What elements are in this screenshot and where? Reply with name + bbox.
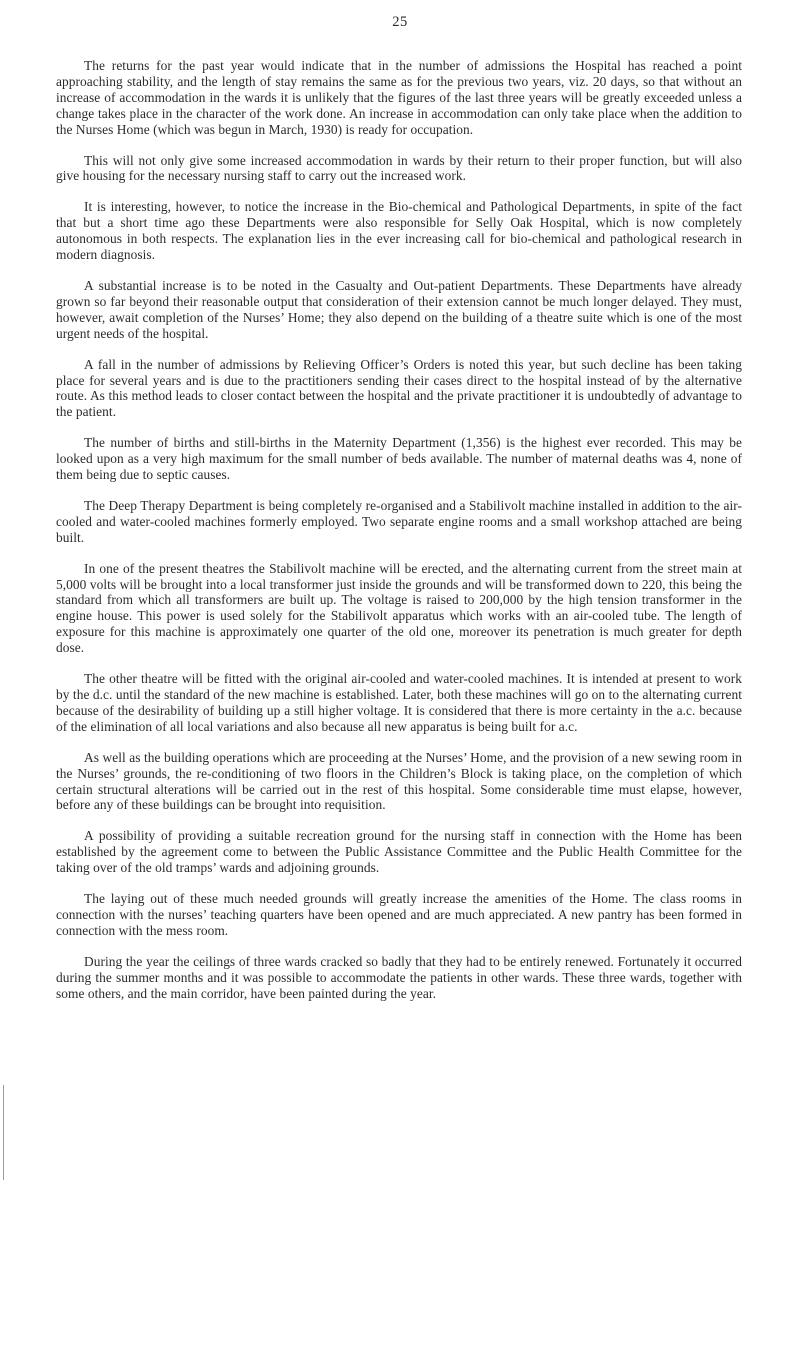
paragraph-building-operations: As well as the building operations which are proceeding at the Nurses’ Home, and the provision of a new sewing room in the Nurses’ grounds, the re-conditioning of two floors in the Children’s Block is taking place, on the completion of which certain structural alterations will be carried out in the rest of this hospital. Some considerable time must elapse, however, before any of these buildings can be brought into requisition. bbox=[56, 749, 742, 813]
paragraph-relieving-officer-orders: A fall in the number of admissions by Relieving Officer’s Orders is noted this year, but such decline has been taking place for several years and is due to the practitioners sending their cases direct to the hospital instead of by the alternative route. As this method leads to closer contact between the hospital and the private practitioner it is undoubtedly of advantage to the patient. bbox=[56, 356, 742, 420]
paragraph-deep-therapy: The Deep Therapy Department is being completely re-organised and a Stabilivolt machine installed in addition to the air-cooled and water-cooled machines formerly employed. Two separate engine rooms and a small workshop attached are being built. bbox=[56, 497, 742, 545]
paragraph-casualty-outpatient: A substantial increase is to be noted in the Casualty and Out-patient Departments. These Departments have already grown so far beyond their reasonable output that consideration of their extension cannot be much longer delayed. They must, however, await completion of the Nurses’ Home; they also depend on the building of a theatre suite which is one of the most urgent needs of the hospital. bbox=[56, 277, 742, 341]
paragraph-stabilivolt-machine: In one of the present theatres the Stabilivolt machine will be erected, and the alternating current from the street main at 5,000 volts will be brought into a local transformer just inside the grounds and will be transformed down to 220, this being the standard from which all transformers are built up. The voltage is raised to 200,000 by the high tension transformer in the engine house. This power is used solely for the Stabilivolt apparatus which works with an air-cooled tube. The length of exposure for this machine is approximately one quarter of the old one, moreover its penetration is much greater for depth dose. bbox=[56, 560, 742, 656]
paragraph-grounds-amenities: The laying out of these much needed grounds will greatly increase the amenities of the Home. The class rooms in connection with the nurses’ teaching quarters have been opened and are much appreciated. A new pantry has been formed in connection with the mess room. bbox=[56, 891, 742, 938]
paragraph-other-theatre: The other theatre will be fitted with the original air-cooled and water-cooled machines. It is intended at present to work by the d.c. until the standard of the new machine is established. Later, both these machines will go on to the alternating current because of the desirability of building up a still higher voltage. It is considered that there is more certainty in the a.c. because of the elimination of all local variations and also because all new apparatus is being built for a.c. bbox=[56, 671, 742, 734]
paragraph-recreation-ground: A possibility of providing a suitable recreation ground for the nursing staff in connection with the Home has been established by the agreement come to between the Public Assistance Committee and the Public Health Committee for the taking over of the old tramps’ wards and adjoining grounds. bbox=[56, 828, 742, 876]
scan-edge-mark bbox=[3, 1085, 4, 1180]
paragraph-maternity-births: The number of births and still-births in the Maternity Department (1,356) is the highest ever recorded. This may be looked upon as a very high maximum for the small number of beds available. The number of maternal deaths was 4, none of them being due to septic causes. bbox=[56, 435, 742, 483]
page-number: 25 bbox=[392, 14, 408, 30]
paragraph-ward-accommodation: This will not only give some increased accommodation in wards by their return to their proper function, but will also give housing for the necessary nursing staff to carry out the increased work. bbox=[56, 152, 742, 184]
paragraph-admissions-stability: The returns for the past year would indicate that in the number of admissions the Hospital has reached a point approaching stability, and the length of stay remains the same as for the previous two years, viz. 20 days, so that without an increase of accommodation in the wards it is unlikely that the figures of the last three years will be greatly exceeded unless a change takes place in the character of the work done. An increase in accommodation can only take place when the addition to the Nurses Home (which was begun in March, 1930) is ready for occupation. bbox=[56, 58, 742, 137]
report-body bbox=[56, 58, 742, 1017]
paragraph-ceilings-renewed: During the year the ceilings of three wards cracked so badly that they had to be entirely renewed. Fortunately it occurred during the summer months and it was possible to accommodate the patients in other wards. These three wards, together with some others, and the main corridor, have been painted during the year. bbox=[56, 953, 742, 1001]
paragraph-pathological-departments: It is interesting, however, to notice the increase in the Bio-chemical and Pathological Departments, in spite of the fact that but a short time ago these Departments were also responsible for Selly Oak Hospital, which is now completely autonomous in both respects. The explanation lies in the ever increasing call for bio-chemical and pathological research in modern diagnosis. bbox=[56, 199, 742, 263]
